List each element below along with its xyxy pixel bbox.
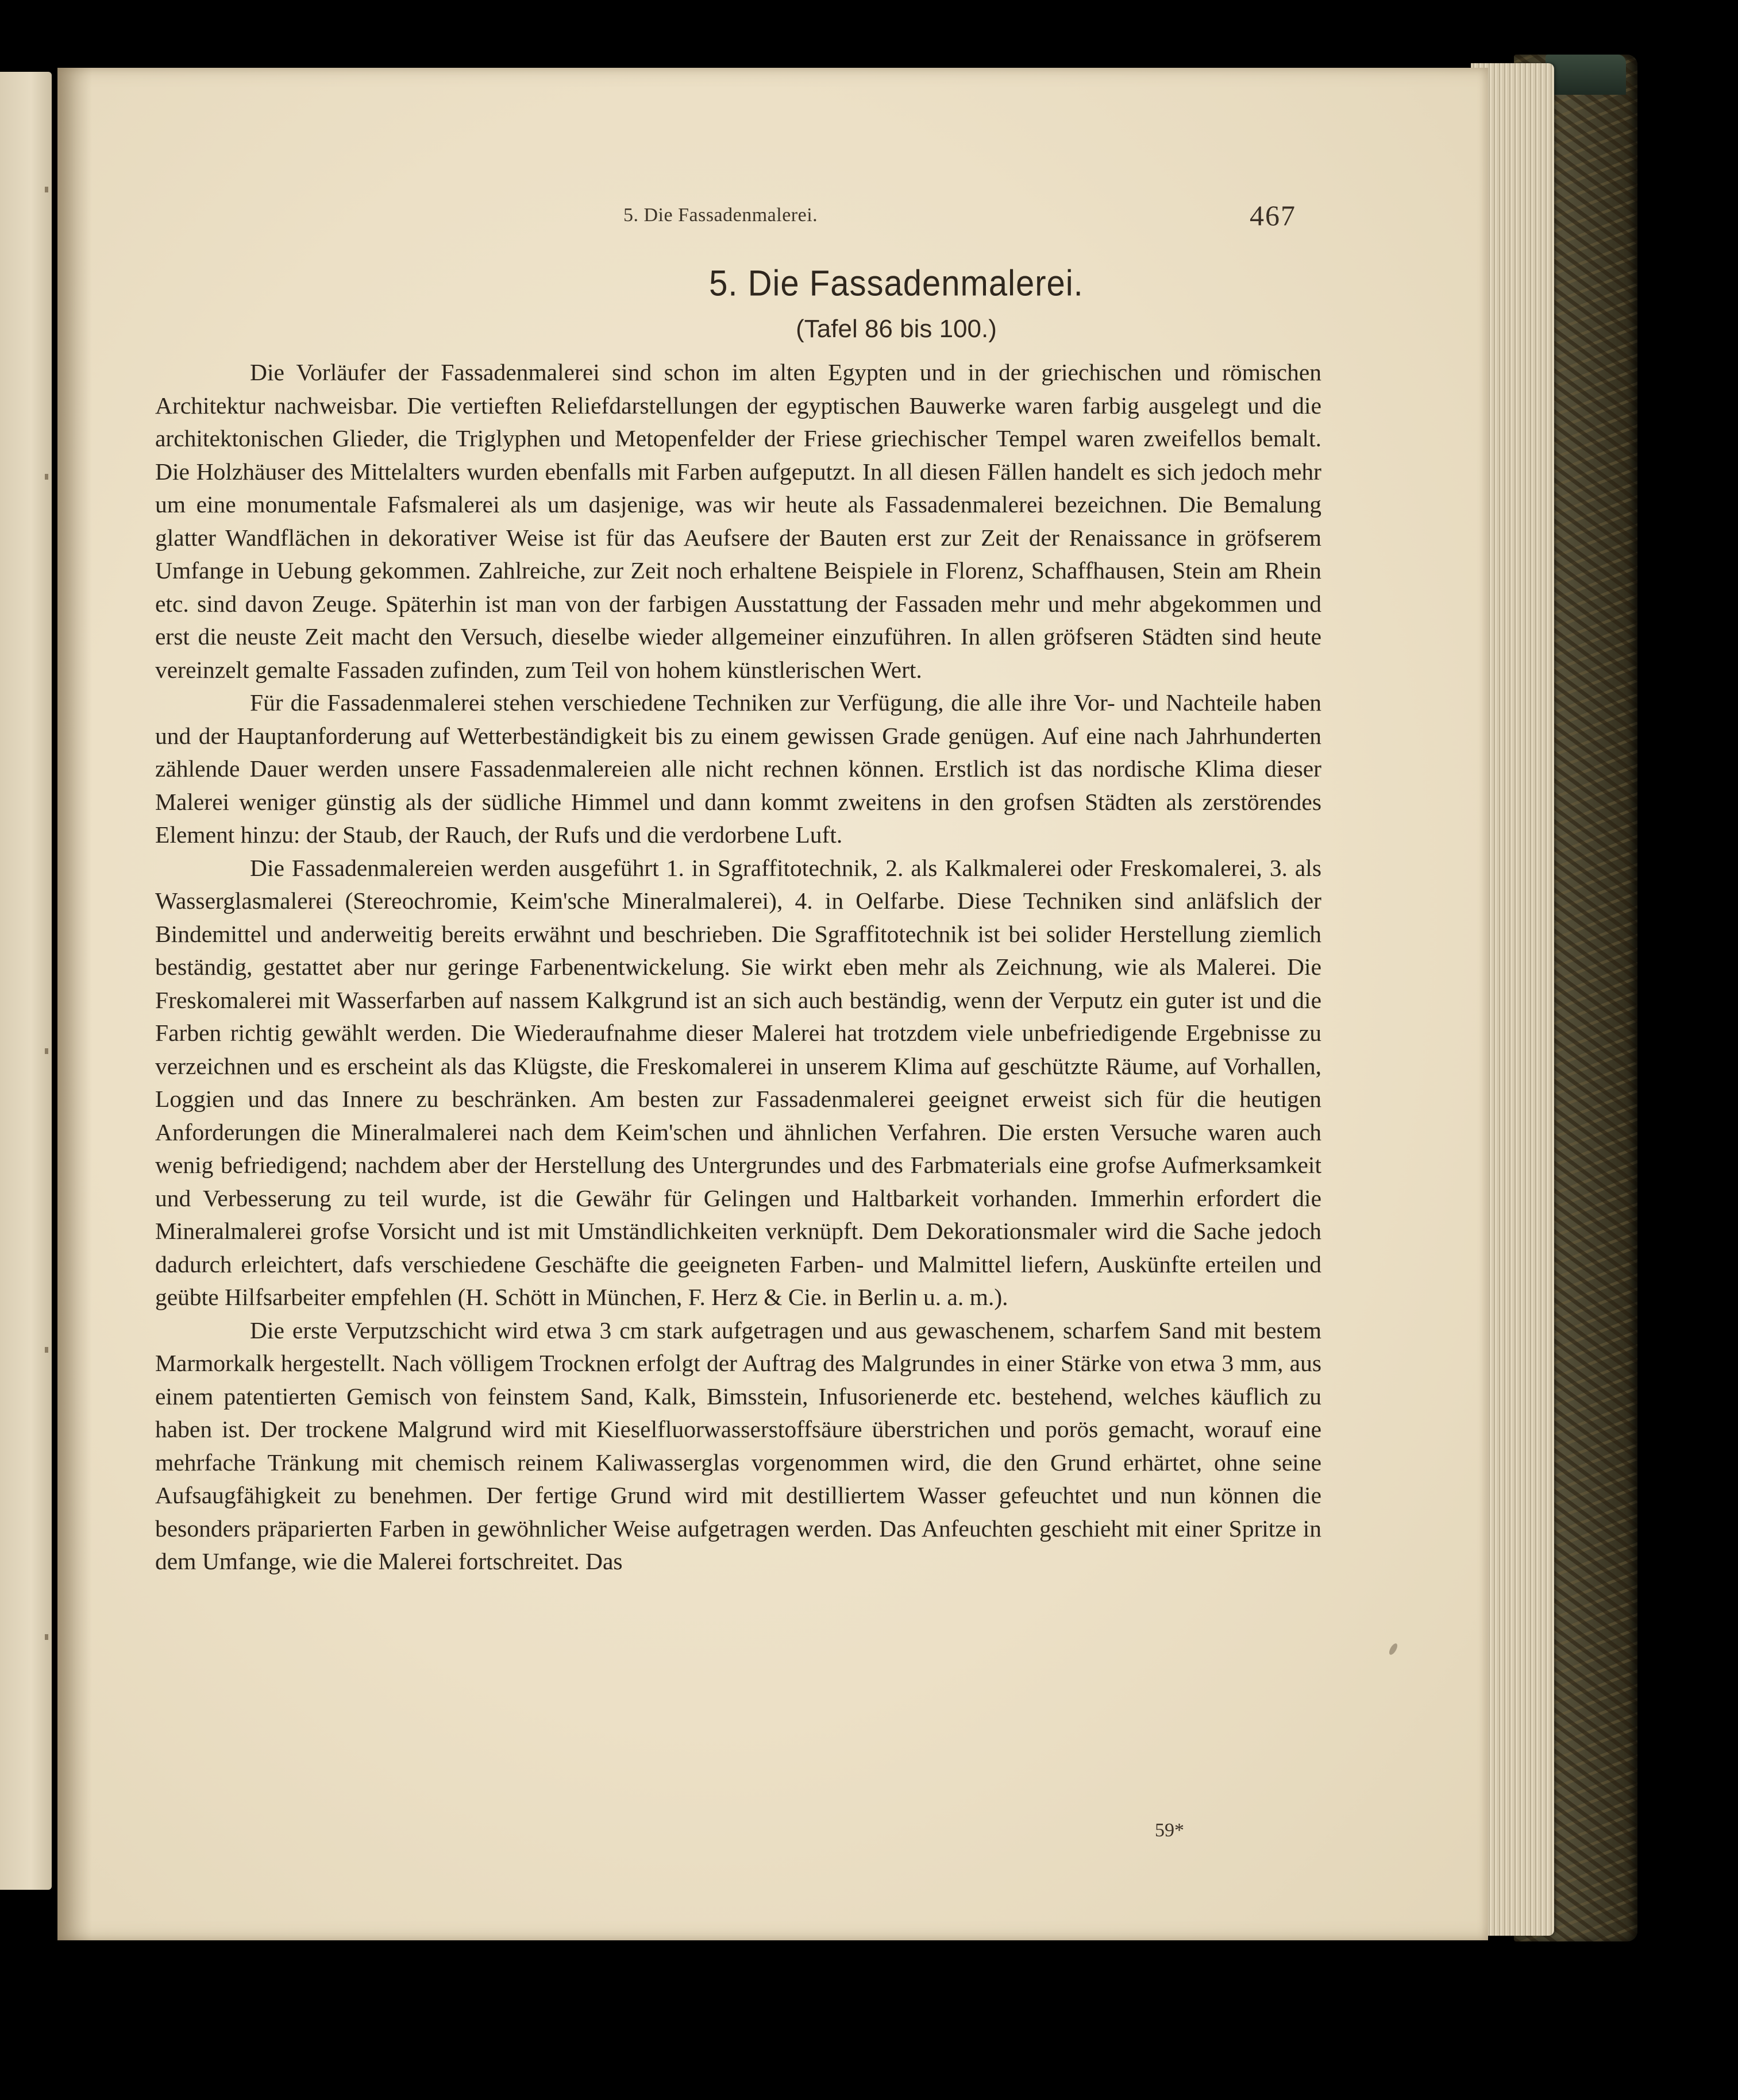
left-page-edge <box>0 72 52 1890</box>
left-page-mark <box>45 1347 48 1353</box>
body-text <box>155 356 1321 1578</box>
left-page-mark <box>45 474 48 480</box>
running-header <box>0 199 1738 239</box>
paragraph: Die Fassadenmalereien werden ausgeführt 1. in Sgraffitotechnik, 2. als Kalkmalerei oder Freskomalerei, 3. als Wasserglasmalerei (Stereochromie, Keim'sche Mineralmalerei), 4. in Oelfarbe. Diese Techniken sind anläfslich der Bindemittel und anderweitig bereits erwähnt und beschrieben. Die Sgraffitotechnik ist bei solider Herstellung ziemlich beständig, gestattet aber nur geringe Farbenentwickelung. Sie wirkt eben mehr als Zeichnung, wie als Malerei. Die Freskomalerei mit Wasserfarben auf nassem Kalkgrund ist an sich auch beständig, wenn der Verputz ein guter ist und die Farben richtig gewählt werden. Die Wiederaufnahme dieser Malerei hat trotzdem viele unbefriedigende Ergebnisse zu verzeichnen und es erscheint als das Klügste, die Freskomalerei in unserem Klima auf geschützte Räume, auf Vorhallen, Loggien und das Innere zu beschränken. Am besten zur Fassadenmalerei geeignet erweist sich für die heutigen Anforderungen die Mineralmalerei nach dem Keim'schen und ähnlichen Verfahren. Die ersten Versuche waren auch wenig befriedigend; nachdem aber der Herstellung des Untergrundes und des Farbmaterials eine grofse Aufmerksamkeit und Verbesserung zu teil wurde, ist die Gewähr für Gelingen und Haltbarkeit vorhanden. Immerhin erfordert die Mineralmalerei grofse Vorsicht und ist mit Umständlichkeiten verknüpft. Dem Dekorationsmaler wird die Sache jedoch dadurch erleichtert, dafs verschiedene Geschäfte die geeigneten Farben- und Malmittel liefern, Auskünfte erteilen und geübte Hilfsarbeiter empfehlen (H. Schött in München, F. Herz & Cie. in Berlin u. a. m.). <box>155 854 1321 1310</box>
left-page-mark <box>45 1048 48 1054</box>
plates-reference: (Tafel 86 bis 100.) <box>796 315 997 343</box>
paragraph: Die Vorläufer der Fassadenmalerei sind schon im alten Egypten und in der griechischen und römischen Architektur nachweisbar. Die vertieften Reliefdarstellungen der egyptischen Bauwerke waren farbig ausgelegt und die architektonischen Glieder, die Triglyphen und Metopenfelder der Friese griechischer Tempel waren zweifellos bemalt. Die Holzhäuser des Mittelalters wurden ebenfalls mit Farben aufgeputzt. In all diesen Fällen handelt es sich jedoch mehr um eine monumentale Fafsmalerei als um dasjenige, was wir heute als Fassadenmalerei bezeichnen. Die Bemalung glatter Wandflächen in dekorativer Weise ist für das Aeufsere der Bauten erst zur Zeit der Renaissance in gröfserem Umfange in Uebung gekommen. Zahlreiche, zur Zeit noch erhaltene Beispiele in Florenz, Schaffhausen, Stein am Rhein etc. sind davon Zeuge. Späterhin ist man von der farbigen Ausstattung der Fassaden mehr und mehr abgekommen und erst die neuste Zeit macht den Versuch, dieselbe wieder allgemeiner einzuführen. In allen gröfseren Städten sind heute vereinzelt gemalte Fassaden zufinden, zum Teil von hohem künstlerischen Wert. <box>155 359 1321 683</box>
gutter-shadow <box>57 68 92 1940</box>
running-title: 5. Die Fassadenmalerei. <box>623 204 818 226</box>
paragraph: Die erste Verputzschicht wird etwa 3 cm stark aufgetragen und aus gewaschenem, scharfem Sand mit bestem Marmorkalk hergestellt. Nach völligem Trocknen erfolgt der Auftrag des Malgrundes in einer Stärke von etwa 3 mm, aus einem patentierten Gemisch von feinstem Sand, Kalk, Bimsstein, Infusorienerde etc. bestehend, welches käuflich zu haben ist. Der trockene Malgrund wird mit Kieselfluorwasserstoffsäure überstrichen und porös gemacht, worauf eine mehrfache Tränkung mit chemisch reinem Kaliwasserglas vorgenommen wird, die den Grund erhärtet, ohne seine Aufsaugfähigkeit zu benehmen. Der fertige Grund wird mit destilliertem Wasser gefeuchtet und nun können die besonders präparierten Farben in gewöhnlicher Weise aufgetragen werden. Das Anfeuchten geschieht mit einer Spritze in dem Umfange, wie die Malerei fortschreitet. Das <box>155 1317 1321 1574</box>
book-cover-top <box>1546 55 1626 95</box>
signature-mark: 59* <box>1155 1820 1184 1841</box>
left-page-mark <box>45 1634 48 1640</box>
page-number: 467 <box>1250 199 1296 231</box>
left-page-mark <box>45 187 48 192</box>
section-heading: 5. Die Fassadenmalerei. <box>709 263 1084 304</box>
paragraph: Für die Fassadenmalerei stehen verschiedene Techniken zur Verfügung, die alle ihre Vor- und Nachteile haben und der Hauptanforderung auf Wetterbeständigkeit bis zu einem gewissen Grade genügen. Auf eine nach Jahrhunderten zählende Dauer werden unsere Fassadenmalereien alle nicht rechnen können. Erstlich ist das nordische Klima dieser Malerei weniger günstig als der südliche Himmel und dann kommt zweitens in den grofsen Städten als zerstörendes Element hinzu: der Staub, der Rauch, der Rufs und die verdorbene Luft. <box>155 689 1321 848</box>
